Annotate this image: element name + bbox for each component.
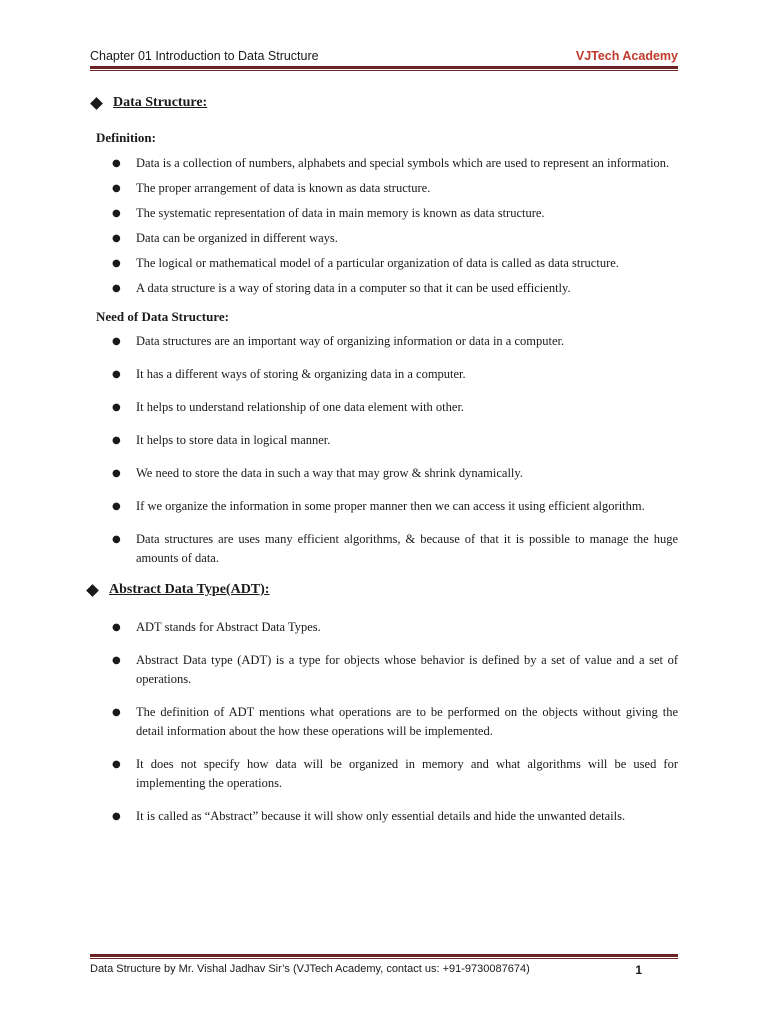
header-rule (90, 66, 678, 69)
list-item: ● We need to store the data in such a way that may grow & shrink dynamically. (90, 464, 678, 483)
footer-credit: Data Structure by Mr. Vishal Jadhav Sir’s (VJTech Academy, contact us: +91-9730087674) (90, 963, 530, 975)
list-item: ● The systematic representation of data in main memory is known as data structure. (90, 204, 678, 223)
page-number: 1 (635, 963, 642, 977)
list-item: ● Data structures are an important way of organizing information or data in a computer. (90, 332, 678, 351)
need-list (90, 332, 678, 568)
list-item: ● If we organize the information in some proper manner then we can access it using efficient algorithm. (90, 497, 678, 516)
adt-list (90, 618, 678, 826)
brand-name: VJTech Academy (575, 49, 678, 63)
diamond-bullet-icon (86, 584, 99, 597)
footer-rule (90, 954, 678, 957)
list-item: ● A data structure is a way of storing data in a computer so that it can be used efficiently. (90, 279, 678, 298)
definition-list (90, 151, 678, 298)
list-item: ● It helps to understand relationship of one data element with other. (90, 398, 678, 417)
list-item: ● Data can be organized in different ways. (90, 229, 678, 248)
chapter-title: Chapter 01 Introduction to Data Structure (90, 49, 319, 63)
list-item: ● Data is a collection of numbers, alphabets and special symbols which are used to represent an information. (90, 151, 678, 176)
list-item: ● The logical or mathematical model of a particular organization of data is called as data structure. (90, 254, 678, 273)
need-heading: Need of Data Structure: (96, 309, 229, 324)
page-content (90, 90, 678, 840)
section-heading-text: Abstract Data Type(ADT): (109, 582, 270, 597)
definition-heading: Definition: (96, 130, 156, 145)
page-header (90, 47, 678, 67)
list-item: ● It is called as “Abstract” because it will show only essential details and hide the unwanted details. (90, 807, 678, 826)
list-item: ● It helps to store data in logical manner. (90, 431, 678, 450)
list-item: ● ADT stands for Abstract Data Types. (90, 618, 678, 637)
section-heading-adt (86, 582, 678, 598)
section-heading-data-structure (90, 95, 678, 111)
list-item: ● The definition of ADT mentions what operations are to be performed on the objects without giving the detail information about the how these operations will be implemented. (90, 703, 678, 741)
list-item: ● It has a different ways of storing & organizing data in a computer. (90, 365, 678, 384)
diamond-bullet-icon (90, 97, 103, 110)
header-rule-thin (90, 70, 678, 71)
list-item: ● The proper arrangement of data is known as data structure. (90, 179, 678, 198)
list-item: ● Abstract Data type (ADT) is a type for objects whose behavior is defined by a set of value and a set of operations. (90, 651, 678, 689)
section-heading-text: Data Structure: (113, 95, 208, 110)
list-item: ● Data structures are uses many efficient algorithms, & because of that it is possible to manage the huge amounts of data. (90, 530, 678, 568)
footer-rule-thin (90, 958, 678, 959)
list-item: ● It does not specify how data will be organized in memory and what algorithms will be used for implementing the operations. (90, 755, 678, 793)
